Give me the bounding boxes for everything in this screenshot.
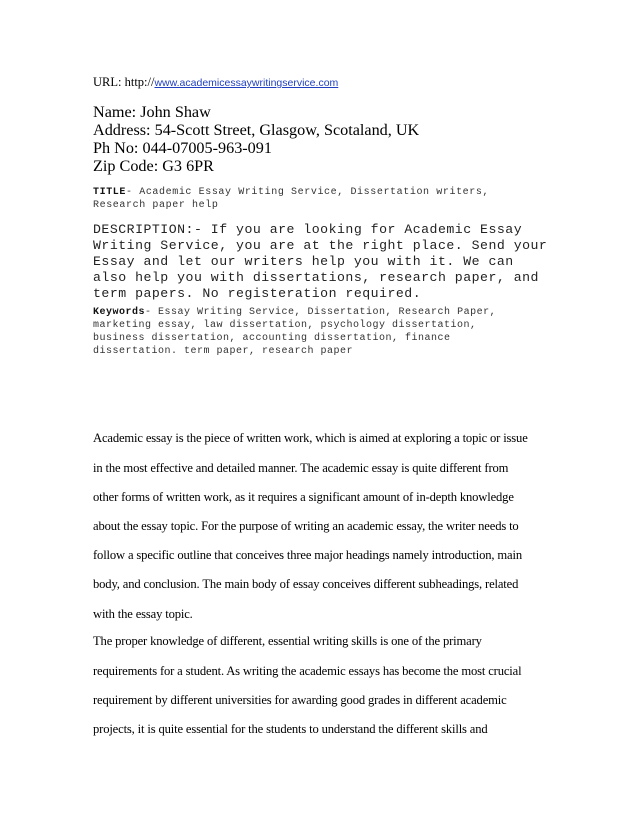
contact-block [93,103,419,175]
website-link[interactable]: www.academicessaywritingservice.com [154,77,339,89]
url-label: URL: http:// [93,75,155,89]
body-line: with the essay topic. [93,607,193,621]
title-block [93,186,523,212]
contact-zip: Zip Code: G3 6PR [93,157,214,175]
body-line: requirements for a student. As writing the academic essays has become the most crucial [93,664,522,678]
body-line: body, and conclusion. The main body of essay conceives different subheadings, related [93,577,519,591]
description-block [93,222,553,302]
body-line: The proper knowledge of different, essential writing skills is one of the primary [93,634,482,648]
body-line: Academic essay is the piece of written work, which is aimed at exploring a topic or issue [93,431,528,445]
description-text: - If you are looking for Academic Essay Writing Service, you are at the right place. Send your Essay and let our writers help you with it. We can also help you with dissertations, research paper, and term papers. No registeration required. [93,222,548,301]
keywords-label: Keywords [93,307,146,318]
body-line: in the most effective and detailed manner. The academic essay is quite different from [93,461,509,475]
keywords-block [93,306,533,358]
contact-address: Address: 54-Scott Street, Glasgow, Scotaland, UK [93,121,420,139]
url-line [93,75,338,90]
body-line: requirement by different universities for awarding good grades in different academic [93,693,507,707]
contact-name: Name: John Shaw [93,103,211,121]
keywords-text: - Essay Writing Service, Dissertation, Research Paper, marketing essay, law dissertation, psychology dissertation, business dissertation, accounting dissertation, finance dissertation. term paper, research paper [93,307,497,357]
description-label: DESCRIPTION: [93,222,194,237]
body-line: projects, it is quite essential for the students to understand the different skills and [93,722,488,736]
body-line: about the essay topic. For the purpose of writing an academic essay, the writer needs to [93,519,519,533]
title-label: TITLE [93,187,127,198]
body-line: follow a specific outline that conceives three major headings namely introduction, main [93,548,522,562]
body-line: other forms of written work, as it requires a significant amount of in-depth knowledge [93,490,514,504]
title-text: - Academic Essay Writing Service, Dissertation writers, Research paper help [93,187,490,211]
contact-phone: Ph No: 044-07005-963-091 [93,139,272,157]
